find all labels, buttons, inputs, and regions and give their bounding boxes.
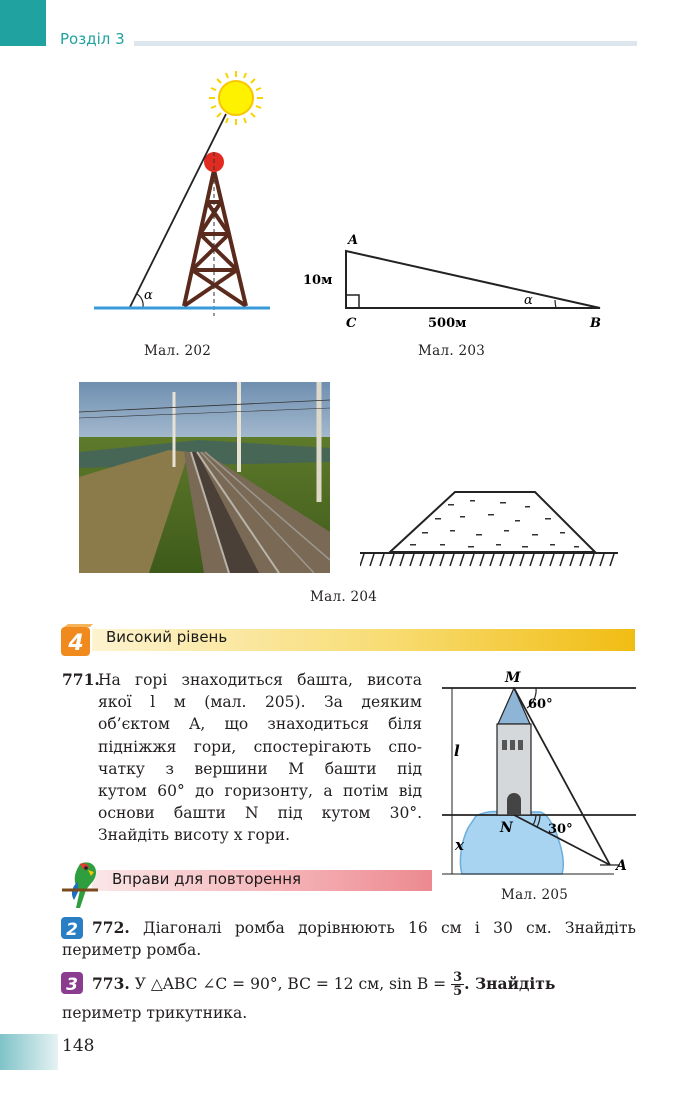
problem-text-line2: периметр ромба.	[62, 941, 202, 960]
problem-771	[62, 669, 422, 847]
repetition-title: Вправи для повторення	[112, 870, 302, 888]
height-l-label: l	[454, 742, 460, 760]
angle-arc	[137, 294, 143, 307]
problem-line: кутом 60° до горизонту, а потім від	[98, 782, 422, 801]
angle-arc	[555, 300, 556, 308]
vertex-b: B	[590, 316, 601, 331]
section-title: Розділ 3	[60, 30, 125, 48]
problem-line: підніжжя гори, спостерігають спо-	[98, 737, 422, 756]
footer-color-strip	[0, 1034, 58, 1070]
caption-203: Мал. 203	[418, 343, 486, 359]
figure-205	[440, 664, 640, 884]
page-number: 148	[62, 1036, 95, 1056]
caption-204: Мал. 204	[310, 589, 378, 605]
problem-line: об’єктом A, що знаходиться біля	[98, 715, 422, 734]
problem-number: 772.	[92, 918, 130, 937]
caption-202: Мал. 202	[144, 343, 212, 359]
fraction-numerator: 3	[453, 969, 463, 985]
caption-205: Мал. 205	[501, 887, 569, 903]
tower	[184, 170, 246, 306]
vertex-c: C	[346, 316, 357, 331]
problem-line: основи башти N під кутом 30°.	[98, 804, 422, 823]
side-cb-label: 500м	[428, 316, 467, 331]
problem-line: Знайдіть висоту x гори.	[98, 826, 290, 845]
problem-772	[62, 917, 636, 961]
figure-202	[90, 66, 280, 316]
level-badge-icon	[60, 624, 94, 658]
svg-text:4: 4	[68, 631, 84, 656]
problem-line: якої l м (мал. 205). За деяким	[98, 693, 422, 712]
header-rule	[134, 41, 637, 46]
angle-label: α	[524, 293, 533, 308]
figure-203	[300, 226, 620, 336]
point-m: M	[505, 670, 521, 686]
vertex-a: A	[348, 233, 359, 248]
angle-60-label: 60°	[528, 697, 553, 712]
tower-door	[507, 793, 521, 815]
point-n: N	[500, 820, 513, 836]
problem-773	[62, 970, 636, 1024]
railway-photo	[79, 382, 330, 573]
svg-text:2: 2	[66, 920, 78, 940]
parrot-icon	[58, 856, 100, 910]
tower-roof	[498, 688, 530, 724]
right-angle-mark	[346, 295, 359, 308]
problem-text-after: . Знайдіть	[464, 973, 556, 993]
triangle-abc	[346, 251, 600, 308]
svg-text:3: 3	[66, 975, 78, 995]
fraction	[451, 971, 464, 998]
section-color-block	[0, 0, 46, 46]
angle-30-label: 30°	[548, 822, 573, 837]
sun-icon	[209, 71, 263, 125]
embankment-diagram	[360, 486, 620, 576]
level-title: Високий рівень	[106, 628, 228, 646]
problem-number: 771.	[62, 670, 100, 689]
height-x-label: x	[455, 836, 464, 854]
fraction-denominator: 5	[453, 983, 463, 999]
problem-line: На горі знаходиться башта, висота	[98, 671, 422, 689]
angle-label: α	[144, 288, 153, 303]
problem-number: 773.	[92, 973, 130, 993]
point-a: A	[616, 858, 627, 874]
problem-text-line2: периметр трикутника.	[62, 1004, 248, 1022]
problem-text: Діагоналі ромба дорівнюють 16 см і 30 см. Знайдіть	[143, 919, 636, 937]
side-ac-label: 10м	[303, 273, 333, 288]
problem-line: чатку з вершини M башти під	[98, 759, 422, 778]
problem-text: У △ABC ∠C = 90°, BC = 12 см, sin B =	[134, 974, 447, 993]
